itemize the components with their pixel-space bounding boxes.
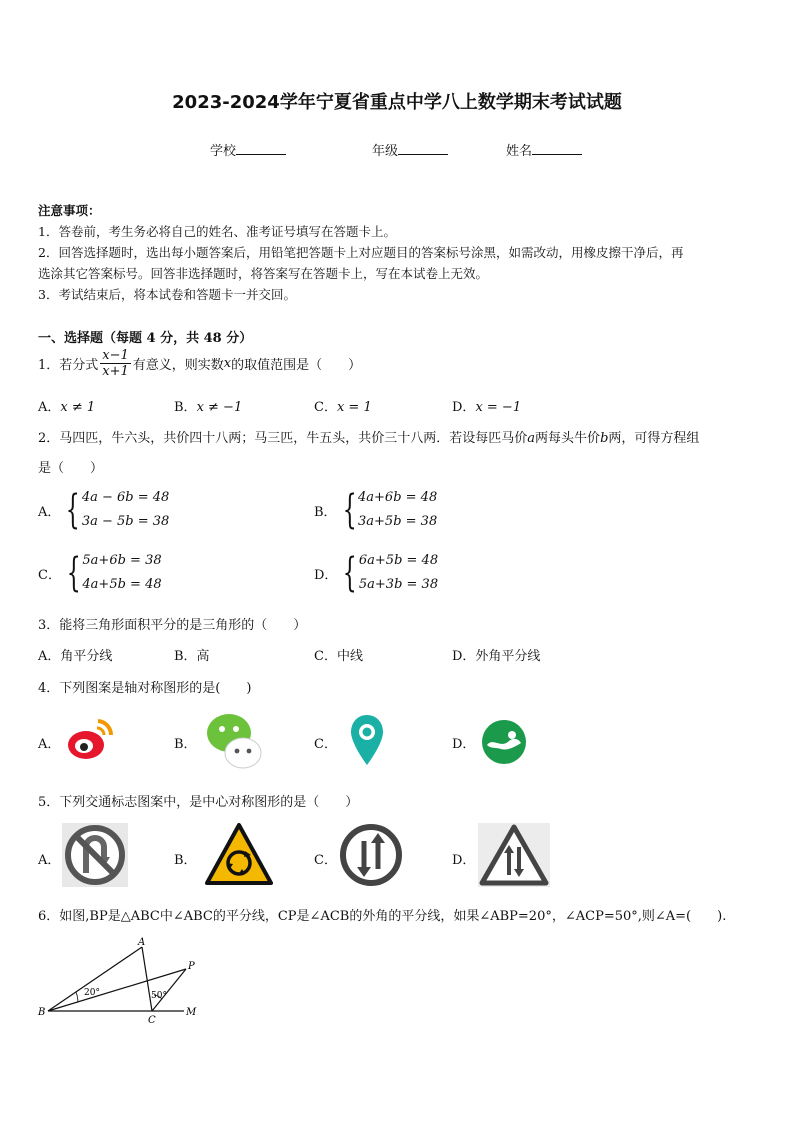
two-way-triangle-sign-icon (478, 823, 550, 887)
q2-option-b[interactable]: B． { 4a+6b = 48 3a+5b = 38 (314, 487, 438, 533)
section-heading: 一、选择题（每题 4 分，共 48 分） (38, 331, 253, 346)
label-a: A (138, 937, 146, 948)
grade-label: 年级 (372, 144, 399, 159)
q4-option-b[interactable]: B． (174, 737, 197, 752)
q5-option-a[interactable]: A． (38, 853, 61, 868)
q2-line2: 是（ ） (38, 461, 104, 476)
q4-option-a[interactable]: A． (38, 737, 61, 752)
name-label: 姓名 (506, 144, 533, 159)
question-5: 5．下列交通标志图案中，是中心对称图形的是（ ） (38, 795, 359, 810)
school-field (210, 140, 286, 159)
q5-option-d[interactable]: D． (452, 853, 476, 868)
wechat-logo-icon (205, 711, 263, 771)
q1-prefix: 1．若分式 (38, 358, 99, 373)
q3-option-d[interactable]: D．外角平分线 (452, 649, 541, 664)
q3-option-a[interactable]: A．角平分线 (38, 649, 113, 664)
q1-option-b[interactable]: B．x ≠ −1 (174, 400, 243, 415)
label-c: C (148, 1015, 156, 1026)
green-wave-logo-icon (481, 719, 527, 765)
school-label: 学校 (210, 144, 237, 159)
question-2: 2．马四匹，牛六头，共价四十八两；马三匹，牛五头，共价三十八两．若设每匹马价a两每头牛价b两，可得方程组 (38, 431, 700, 446)
q1-suffix: 的取值范围是（ ） (231, 358, 362, 373)
no-u-turn-sign-icon (62, 823, 128, 887)
question-1 (38, 348, 361, 379)
label-b: B (38, 1007, 46, 1018)
note-item: 2．回答选择题时，选出每小题答案后，用铅笔把答题卡上对应题目的答案标号涂黑，如需改动，用橡皮擦干净后，再 (38, 245, 684, 260)
angle-50: 50° (151, 991, 167, 1001)
notes (38, 200, 683, 305)
notes-heading: 注意事项： (38, 203, 101, 218)
page-title: 2023-2024学年宁夏省重点中学八上数学期末考试试题 (172, 92, 622, 113)
note-item: 选涂其它答案标号。回答非选择题时，将答案写在答题卡上，写在本试卷上无效。 (38, 266, 489, 281)
q5-option-c[interactable]: C． (314, 853, 337, 868)
q1-option-d[interactable]: D．x = −1 (452, 400, 522, 415)
q5-option-b[interactable]: B． (174, 853, 197, 868)
q4-option-c[interactable]: C． (314, 737, 337, 752)
q1-option-a[interactable]: A．x ≠ 1 (38, 400, 96, 415)
roundabout-warning-sign-icon (205, 823, 273, 885)
note-item: 1．答卷前，考生务必将自己的姓名、准考证号填写在答题卡上。 (38, 224, 396, 239)
name-field (506, 140, 582, 159)
question-3: 3．能将三角形面积平分的是三角形的（ ） (38, 618, 307, 633)
q1-option-c[interactable]: C．x = 1 (314, 400, 372, 415)
q2-option-d[interactable]: D． { 6a+5b = 48 5a+3b = 38 (314, 550, 439, 596)
two-way-circle-sign-icon (339, 823, 403, 887)
location-pin-icon (349, 713, 385, 767)
q2-option-c[interactable]: C． { 5a+6b = 38 4a+5b = 48 (38, 550, 162, 596)
note-item: 3．考试结束后，将本试卷和答题卡一并交回。 (38, 287, 296, 302)
q1-fraction (100, 348, 131, 379)
q2-option-a[interactable]: A． { 4a − 6b = 48 3a − 5b = 38 (38, 487, 170, 533)
q3-option-b[interactable]: B．高 (174, 649, 210, 664)
label-m: M (186, 1007, 197, 1018)
weibo-logo-icon (64, 713, 116, 765)
angle-20: 20° (84, 988, 100, 998)
q4-option-d[interactable]: D． (452, 737, 476, 752)
label-p: P (188, 961, 195, 972)
grade-field (372, 140, 448, 159)
q6-triangle-figure (36, 935, 206, 1027)
q1-var: x (223, 356, 232, 371)
question-6: 6．如图,BP是△ABC中∠ABC的平分线，CP是∠ACB的外角的平分线，如果∠ABP=20°，∠ACP=50°,则∠A=( ). (38, 909, 727, 924)
question-4: 4．下列图案是轴对称图形的是( ) (38, 681, 252, 696)
q1-text: 有意义，则实数 (132, 358, 224, 373)
q1-denominator: x+1 (102, 364, 129, 379)
q3-option-c[interactable]: C．中线 (314, 649, 363, 664)
q1-numerator: x−1 (102, 348, 129, 363)
